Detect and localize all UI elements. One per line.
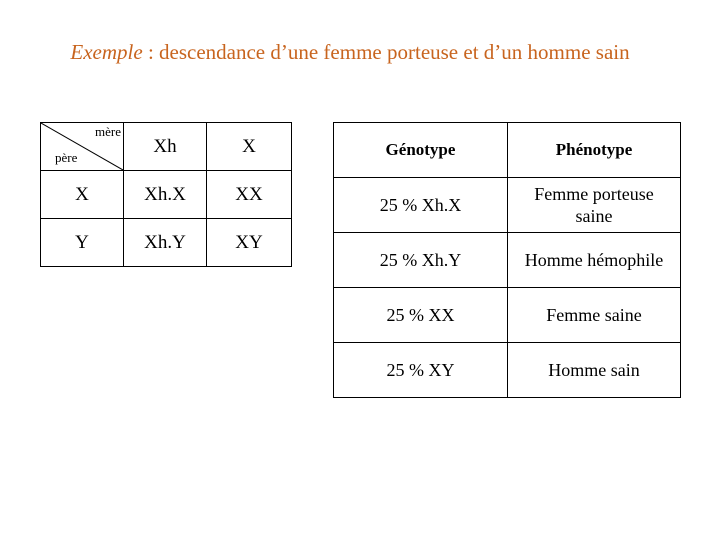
row-header: X [41, 171, 124, 219]
table-header-row [334, 123, 681, 178]
corner-cell [41, 123, 124, 171]
table-row [334, 288, 681, 343]
table-cell: XX [207, 171, 292, 219]
table-cell: Xh.X [124, 171, 207, 219]
genotype-cell: 25 % Xh.X [334, 178, 508, 233]
column-header: X [207, 123, 292, 171]
corner-label-mere: mère [95, 124, 121, 139]
page-title [0, 40, 700, 65]
genotype-cell: 25 % Xh.Y [334, 233, 508, 288]
header-genotype: Génotype [334, 123, 508, 178]
results-table [333, 122, 681, 398]
phenotype-cell: Femme saine [508, 288, 681, 343]
table-row [334, 178, 681, 233]
phenotype-cell: Homme hémophile [508, 233, 681, 288]
phenotype-cell: Homme sain [508, 343, 681, 398]
table-cell: Xh.Y [124, 219, 207, 267]
phenotype-text: Femme porteuse saine [534, 184, 654, 226]
row-header: Y [41, 219, 124, 267]
genotype-cell: 25 % XX [334, 288, 508, 343]
title-text: : descendance d’une femme porteuse et d’un homme sain [142, 40, 630, 64]
table-row [41, 219, 292, 267]
punnett-square [40, 122, 292, 267]
table-row [41, 171, 292, 219]
title-emphasis: Exemple [70, 40, 143, 64]
genotype-cell: 25 % XY [334, 343, 508, 398]
table-row [334, 343, 681, 398]
table-row [334, 233, 681, 288]
table-cell: XY [207, 219, 292, 267]
corner-label-pere: père [55, 150, 78, 165]
column-header: Xh [124, 123, 207, 171]
header-phenotype: Phénotype [508, 123, 681, 178]
phenotype-cell [508, 178, 681, 233]
